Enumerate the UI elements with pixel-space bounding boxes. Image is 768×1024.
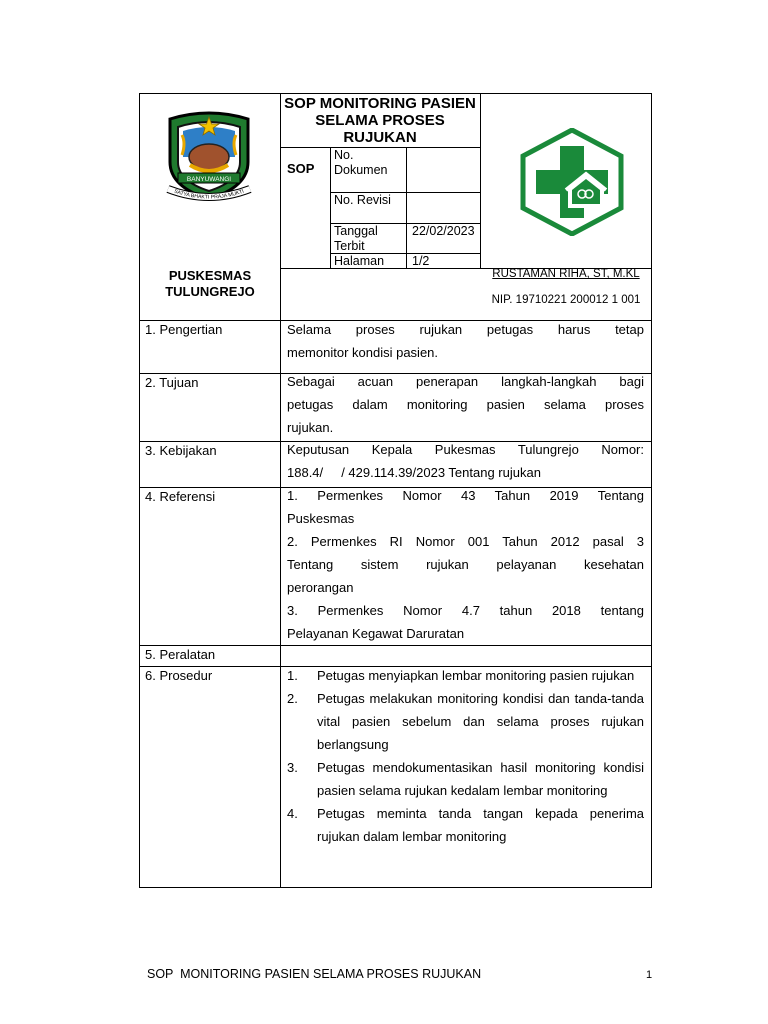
row-content-prosedur (287, 664, 644, 886)
procedure-step-number: 3. (287, 760, 298, 775)
row-label-prosedur: 6. Prosedur (145, 668, 213, 683)
puskesmas-cross-icon (520, 128, 625, 236)
body-column-divider (280, 320, 281, 888)
procedure-step-text: Petugas menyiapkan lembar monitoring pasien rujukan (317, 668, 635, 683)
signatory-name: RUSTAMAN RIHA, ST, M.KL (492, 268, 640, 280)
procedure-step (287, 664, 644, 687)
row-label-kebijakan: 3. Kebijakan (145, 443, 217, 458)
procedure-step-number: 1. (287, 668, 298, 683)
content-line: 3. Permenkes Nomor 4.7 tahun 2018 tentang (287, 603, 644, 618)
content-line: Selama proses rujukan petugas harus tetap (287, 322, 644, 337)
meta-label-tanggal-terbit: Tanggal Terbit (334, 224, 378, 253)
procedure-step (287, 756, 644, 802)
footer-title: SOP MONITORING PASIEN SELAMA PROSES RUJUKAN (147, 967, 482, 981)
organization-name: PUSKESMAS TULUNGREJO (165, 268, 255, 299)
content-line: Sebagai acuan penerapan langkah-langkah bagi (287, 374, 644, 389)
signatory-nip: NIP. 19710221 200012 1 001 (491, 294, 641, 306)
content-line: Puskesmas (287, 511, 355, 526)
content-line: 188.4/ / 429.114.39/2023 Tentang rujukan (287, 465, 541, 480)
content-line: Pelayanan Kegawat Daruratan (287, 626, 465, 641)
svg-text:BANYUWANGI: BANYUWANGI (186, 176, 232, 183)
procedure-step-text: Petugas meminta tanda tangan kepada penerima rujukan dalam lembar monitoring (317, 806, 644, 844)
procedure-step-number: 4. (287, 806, 298, 821)
kabupaten-emblem-icon (162, 107, 257, 207)
row-content-tujuan (287, 370, 644, 439)
meta-label-halaman: Halaman (334, 254, 385, 268)
row-line-4 (139, 645, 652, 646)
content-line: perorangan (287, 580, 354, 595)
row-label-tujuan: 2. Tujuan (145, 375, 199, 390)
content-line: petugas dalam monitoring pasien selama proses (287, 397, 644, 412)
procedure-list (287, 664, 644, 848)
row-label-peralatan: 5. Peralatan (145, 647, 216, 662)
content-line: Keputusan Kepala Pukesmas Tulungrejo Nomor: (287, 442, 644, 457)
header-divider-right (480, 93, 481, 268)
procedure-step (287, 802, 644, 848)
document-title: SOP MONITORING PASIEN SELAMA PROSES RUJUKAN (284, 95, 476, 146)
row-content-referensi (287, 484, 644, 645)
procedure-step-text: Petugas mendokumentasikan hasil monitoring kondisi pasien selama rujukan kedalam lembar monitoring (317, 760, 644, 798)
row-label-pengertian: 1. Pengertian (145, 322, 223, 337)
meta-label-no-dokumen: No. Dokumen (334, 148, 388, 177)
content-line: Tentang sistem rujukan pelayanan kesehatan (287, 557, 644, 572)
meta-label-divider (330, 147, 331, 268)
row-content-kebijakan (287, 438, 644, 484)
meta-value-halaman: 1/2 (412, 254, 430, 268)
header-divider-left (280, 93, 281, 321)
row-content-pengertian (287, 318, 644, 364)
meta-value-divider (406, 147, 407, 268)
footer-page-number: 1 (646, 969, 653, 981)
content-line: memonitor kondisi pasien. (287, 345, 439, 360)
meta-label-no-revisi: No. Revisi (334, 193, 391, 207)
procedure-step-number: 2. (287, 691, 298, 706)
meta-value-tanggal-terbit: 22/02/2023 (412, 224, 475, 238)
row-label-referensi: 4. Referensi (145, 489, 216, 504)
sop-label: SOP (287, 161, 315, 176)
procedure-step (287, 687, 644, 756)
content-line: 1. Permenkes Nomor 43 Tahun 2019 Tentang (287, 488, 644, 503)
svg-text:SATYA BHAKTI PRAJA MUKTI: SATYA BHAKTI PRAJA MUKTI (173, 188, 245, 201)
procedure-step-text: Petugas melakukan monitoring kondisi dan tanda-tanda vital pasien sebelum dan selama proses rujukan berlangsung (317, 691, 644, 752)
content-line: rujukan. (287, 420, 334, 435)
content-line: 2. Permenkes RI Nomor 001 Tahun 2012 pasal 3 (287, 534, 644, 549)
